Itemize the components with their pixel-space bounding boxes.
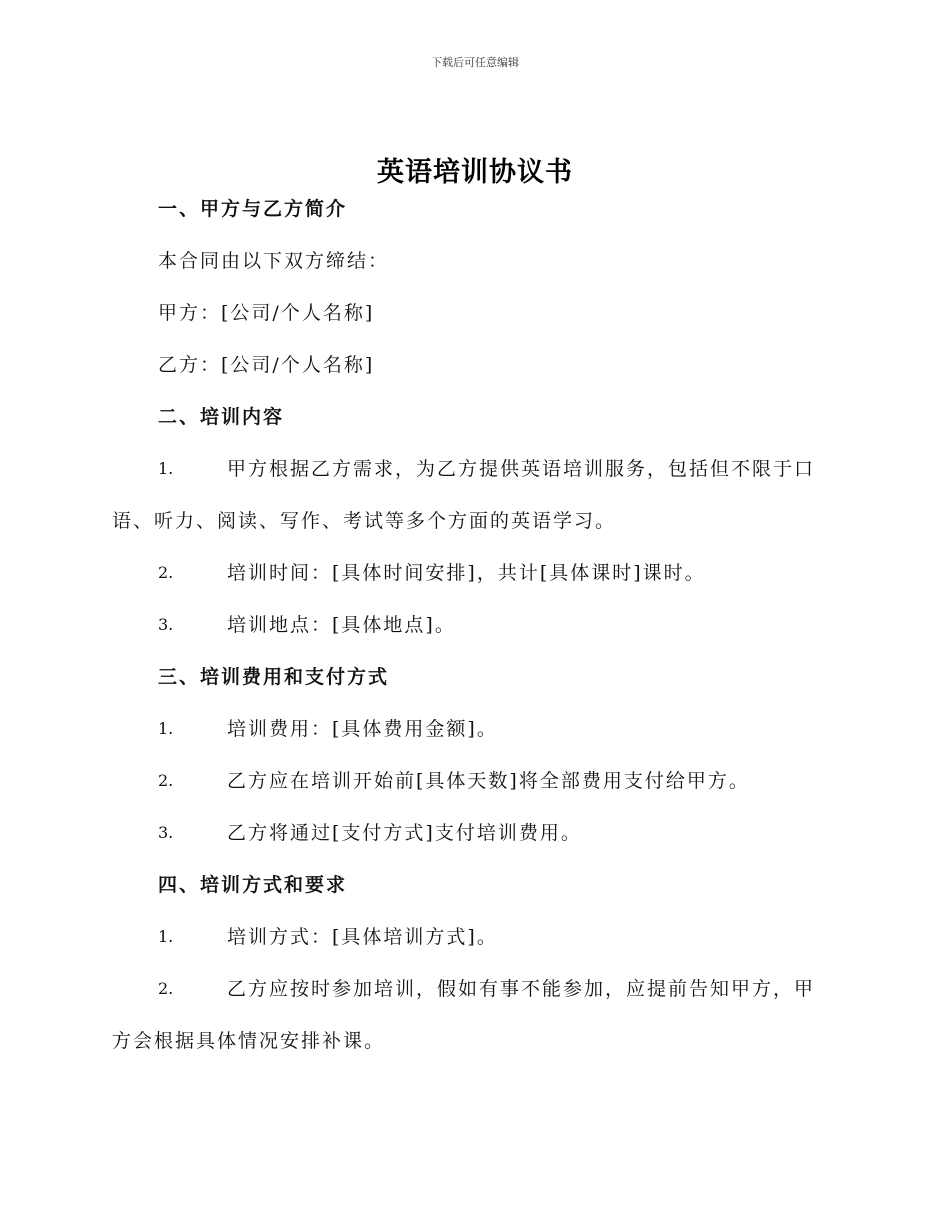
list-item (112, 768, 832, 820)
list-item (112, 820, 832, 872)
header-note: 下载后可任意编辑 (431, 56, 519, 69)
section-heading-2: 二、培训内容 (158, 406, 285, 428)
item-number: 1. (158, 927, 174, 946)
list-item (112, 716, 832, 768)
list-item (112, 924, 832, 976)
section-heading-1: 一、甲方与乙方简介 (158, 198, 348, 220)
item-number: 1. (158, 719, 174, 738)
party-a-line: 甲方：[公司/个人名称] (158, 302, 375, 324)
document-title: 英语培训协议书 (377, 157, 573, 188)
item-number: 3. (158, 615, 174, 634)
item-number: 2. (158, 979, 174, 998)
item-number: 2. (158, 563, 174, 582)
item-text: 培训时间：[具体时间安排]，共计[具体课时]课时。 (227, 562, 706, 584)
item-number: 3. (158, 823, 174, 842)
intro-paragraph: 本合同由以下双方缔结： (158, 250, 390, 272)
section-heading-3: 三、培训费用和支付方式 (158, 666, 390, 688)
item-text: 培训方式：[具体培训方式]。 (227, 926, 498, 948)
item-number: 1. (158, 459, 174, 478)
list-item (112, 456, 832, 534)
item-text-line2: 语、听力、阅读、写作、考试等多个方面的英语学习。 (112, 510, 617, 532)
item-text-line1: 乙方应按时参加培训，假如有事不能参加，应提前告知甲方，甲 (227, 978, 816, 1000)
item-number: 2. (158, 771, 174, 790)
document-body (112, 196, 832, 1080)
list-item (112, 560, 832, 612)
party-b-line: 乙方：[公司/个人名称] (158, 354, 375, 376)
item-text-line1: 甲方根据乙方需求，为乙方提供英语培训服务，包括但不限于口 (227, 458, 816, 480)
section-heading-4: 四、培训方式和要求 (158, 874, 348, 896)
item-text: 乙方应在培训开始前[具体天数]将全部费用支付给甲方。 (227, 770, 750, 792)
item-text: 培训地点：[具体地点]。 (227, 614, 456, 636)
list-item (112, 976, 832, 1054)
list-item (112, 612, 832, 664)
item-text-line2: 方会根据具体情况安排补课。 (112, 1030, 386, 1052)
item-text: 培训费用：[具体费用金额]。 (227, 718, 498, 740)
item-text: 乙方将通过[支付方式]支付培训费用。 (227, 822, 582, 844)
